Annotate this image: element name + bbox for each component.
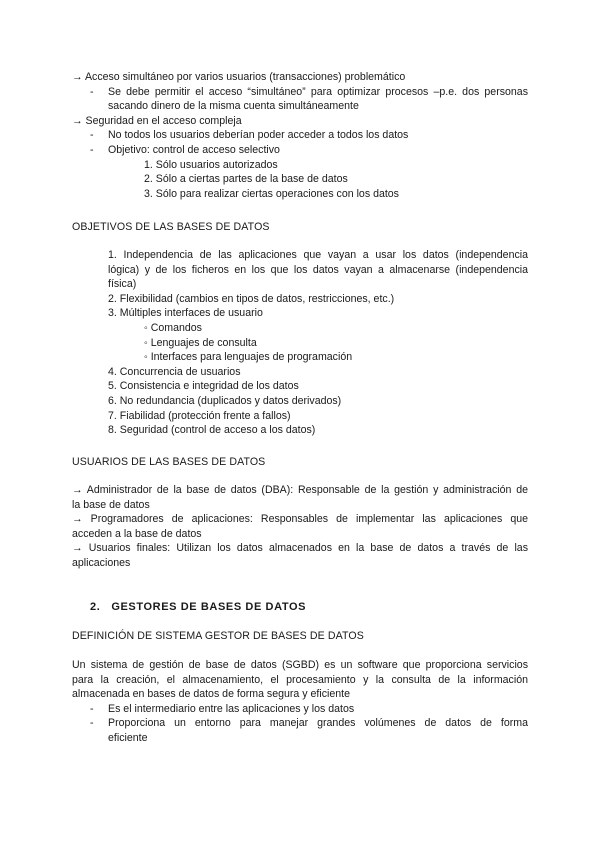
dash-bullet: - — [90, 85, 94, 98]
dash-item-entorno — [72, 716, 528, 745]
objetivo-item-2: 2. Flexibilidad (cambios en tipos de datos, restricciones, etc.) — [108, 292, 395, 305]
objetivo-text-line: 1. Independencia de las aplicaciones que vayan a usar los datos (independencia — [108, 249, 528, 261]
numbered-item: 1. Sólo usuarios autorizados — [144, 158, 278, 171]
usuario-text-line: → Administrador de la base de datos (DBA): Responsable de la gestión y administración de — [72, 484, 528, 496]
definicion-section — [72, 658, 528, 746]
dash-text-line: Se debe permitir el acceso “simultáneo” para optimizar procesos –p.e. dos personas — [108, 85, 528, 98]
usuario-text-line: aplicaciones — [72, 556, 131, 569]
objetivo-item-1 — [72, 248, 528, 292]
usuario-text-line: → Usuarios finales: Utilizan los datos almacenados en la base de datos a través de las — [72, 542, 528, 555]
dash-item-objective — [72, 143, 528, 158]
dash-text-line: Objetivo: control de acceso selectivo — [108, 143, 280, 156]
objetivo-item-8: 8. Seguridad (control de acceso a los datos) — [108, 424, 316, 437]
objetivo-item-7: 7. Fiabilidad (protección frente a fallos) — [108, 409, 291, 422]
intro-section — [72, 70, 528, 201]
arrow-line-concurrency: → Acceso simultáneo por varios usuarios (transacciones) problemático — [72, 71, 406, 83]
arrow-line-security: → Seguridad en el acceso compleja — [72, 114, 242, 127]
numbered-item: 3. Sólo para realizar ciertas operaciones con los datos — [144, 187, 399, 200]
objetivo-item-3: 3. Múltiples interfaces de usuario — [108, 307, 263, 320]
objetivo-subitem: ◦ Lenguajes de consulta — [144, 336, 257, 349]
usuario-text-line: la base de datos — [72, 498, 150, 511]
dash-text-line: eficiente — [108, 731, 148, 744]
dash-bullet: - — [90, 702, 94, 715]
dash-text-line: Es el intermediario entre las aplicaciones y los datos — [108, 702, 355, 715]
dash-text-line: sacando dinero de la misma cuenta simultáneamente — [108, 100, 359, 113]
objetivos-list — [72, 248, 528, 438]
objetivo-item-6: 6. No redundancia (duplicados y datos derivados) — [108, 394, 342, 407]
dash-bullet: - — [90, 129, 94, 142]
definicion-text-line: para la creación, el almacenamiento, el procesamiento y la consulta de la información — [72, 673, 528, 686]
section-heading-usuarios: USUARIOS DE LAS BASES DE DATOS — [72, 456, 266, 468]
usuario-programadores — [72, 512, 528, 541]
numbered-item: 2. Sólo a ciertas partes de la base de datos — [144, 173, 348, 186]
section-heading-objetivos: OBJETIVOS DE LAS BASES DE DATOS — [72, 221, 270, 233]
objetivo-text-line: física) — [108, 278, 137, 291]
dash-item-not-all-users — [72, 128, 528, 143]
objetivo-subitem: ◦ Comandos — [144, 321, 202, 334]
definicion-text-line: almacenada en bases de datos de forma segura y eficiente — [72, 688, 350, 701]
dash-bullet: - — [90, 143, 94, 156]
usuario-text-line: acceden a la base de datos — [72, 527, 202, 540]
usuarios-list — [72, 483, 528, 571]
usuario-dba — [72, 483, 528, 512]
objetivo-subitem: ◦ Interfaces para lenguajes de programación — [144, 351, 353, 364]
usuario-text-line: → Programadores de aplicaciones: Responsables de implementar las aplicaciones que — [72, 513, 528, 526]
dash-text-line: Proporciona un entorno para manejar grandes volúmenes de datos de forma — [108, 717, 528, 730]
usuario-finales — [72, 541, 528, 570]
subheading-definicion: DEFINICIÓN DE SISTEMA GESTOR DE BASES DE DATOS — [72, 630, 364, 642]
section-heading-gestores: 2. GESTORES DE BASES DE DATOS — [90, 601, 307, 613]
dash-item-intermediario — [72, 702, 528, 717]
dash-text-line: No todos los usuarios deberían poder acceder a todos los datos — [108, 129, 409, 142]
dash-bullet: - — [90, 717, 94, 730]
objetivo-item-4: 4. Concurrencia de usuarios — [108, 365, 241, 378]
dash-item-simultaneous — [72, 85, 528, 114]
objetivo-text-line: lógica) y de los ficheros en los que los datos vayan a almacenarse (independencia — [108, 263, 528, 276]
definicion-text-line: Un sistema de gestión de base de datos (SGBD) es un software que proporciona servicios — [72, 659, 528, 671]
objetivo-item-5: 5. Consistencia e integridad de los datos — [108, 380, 299, 393]
